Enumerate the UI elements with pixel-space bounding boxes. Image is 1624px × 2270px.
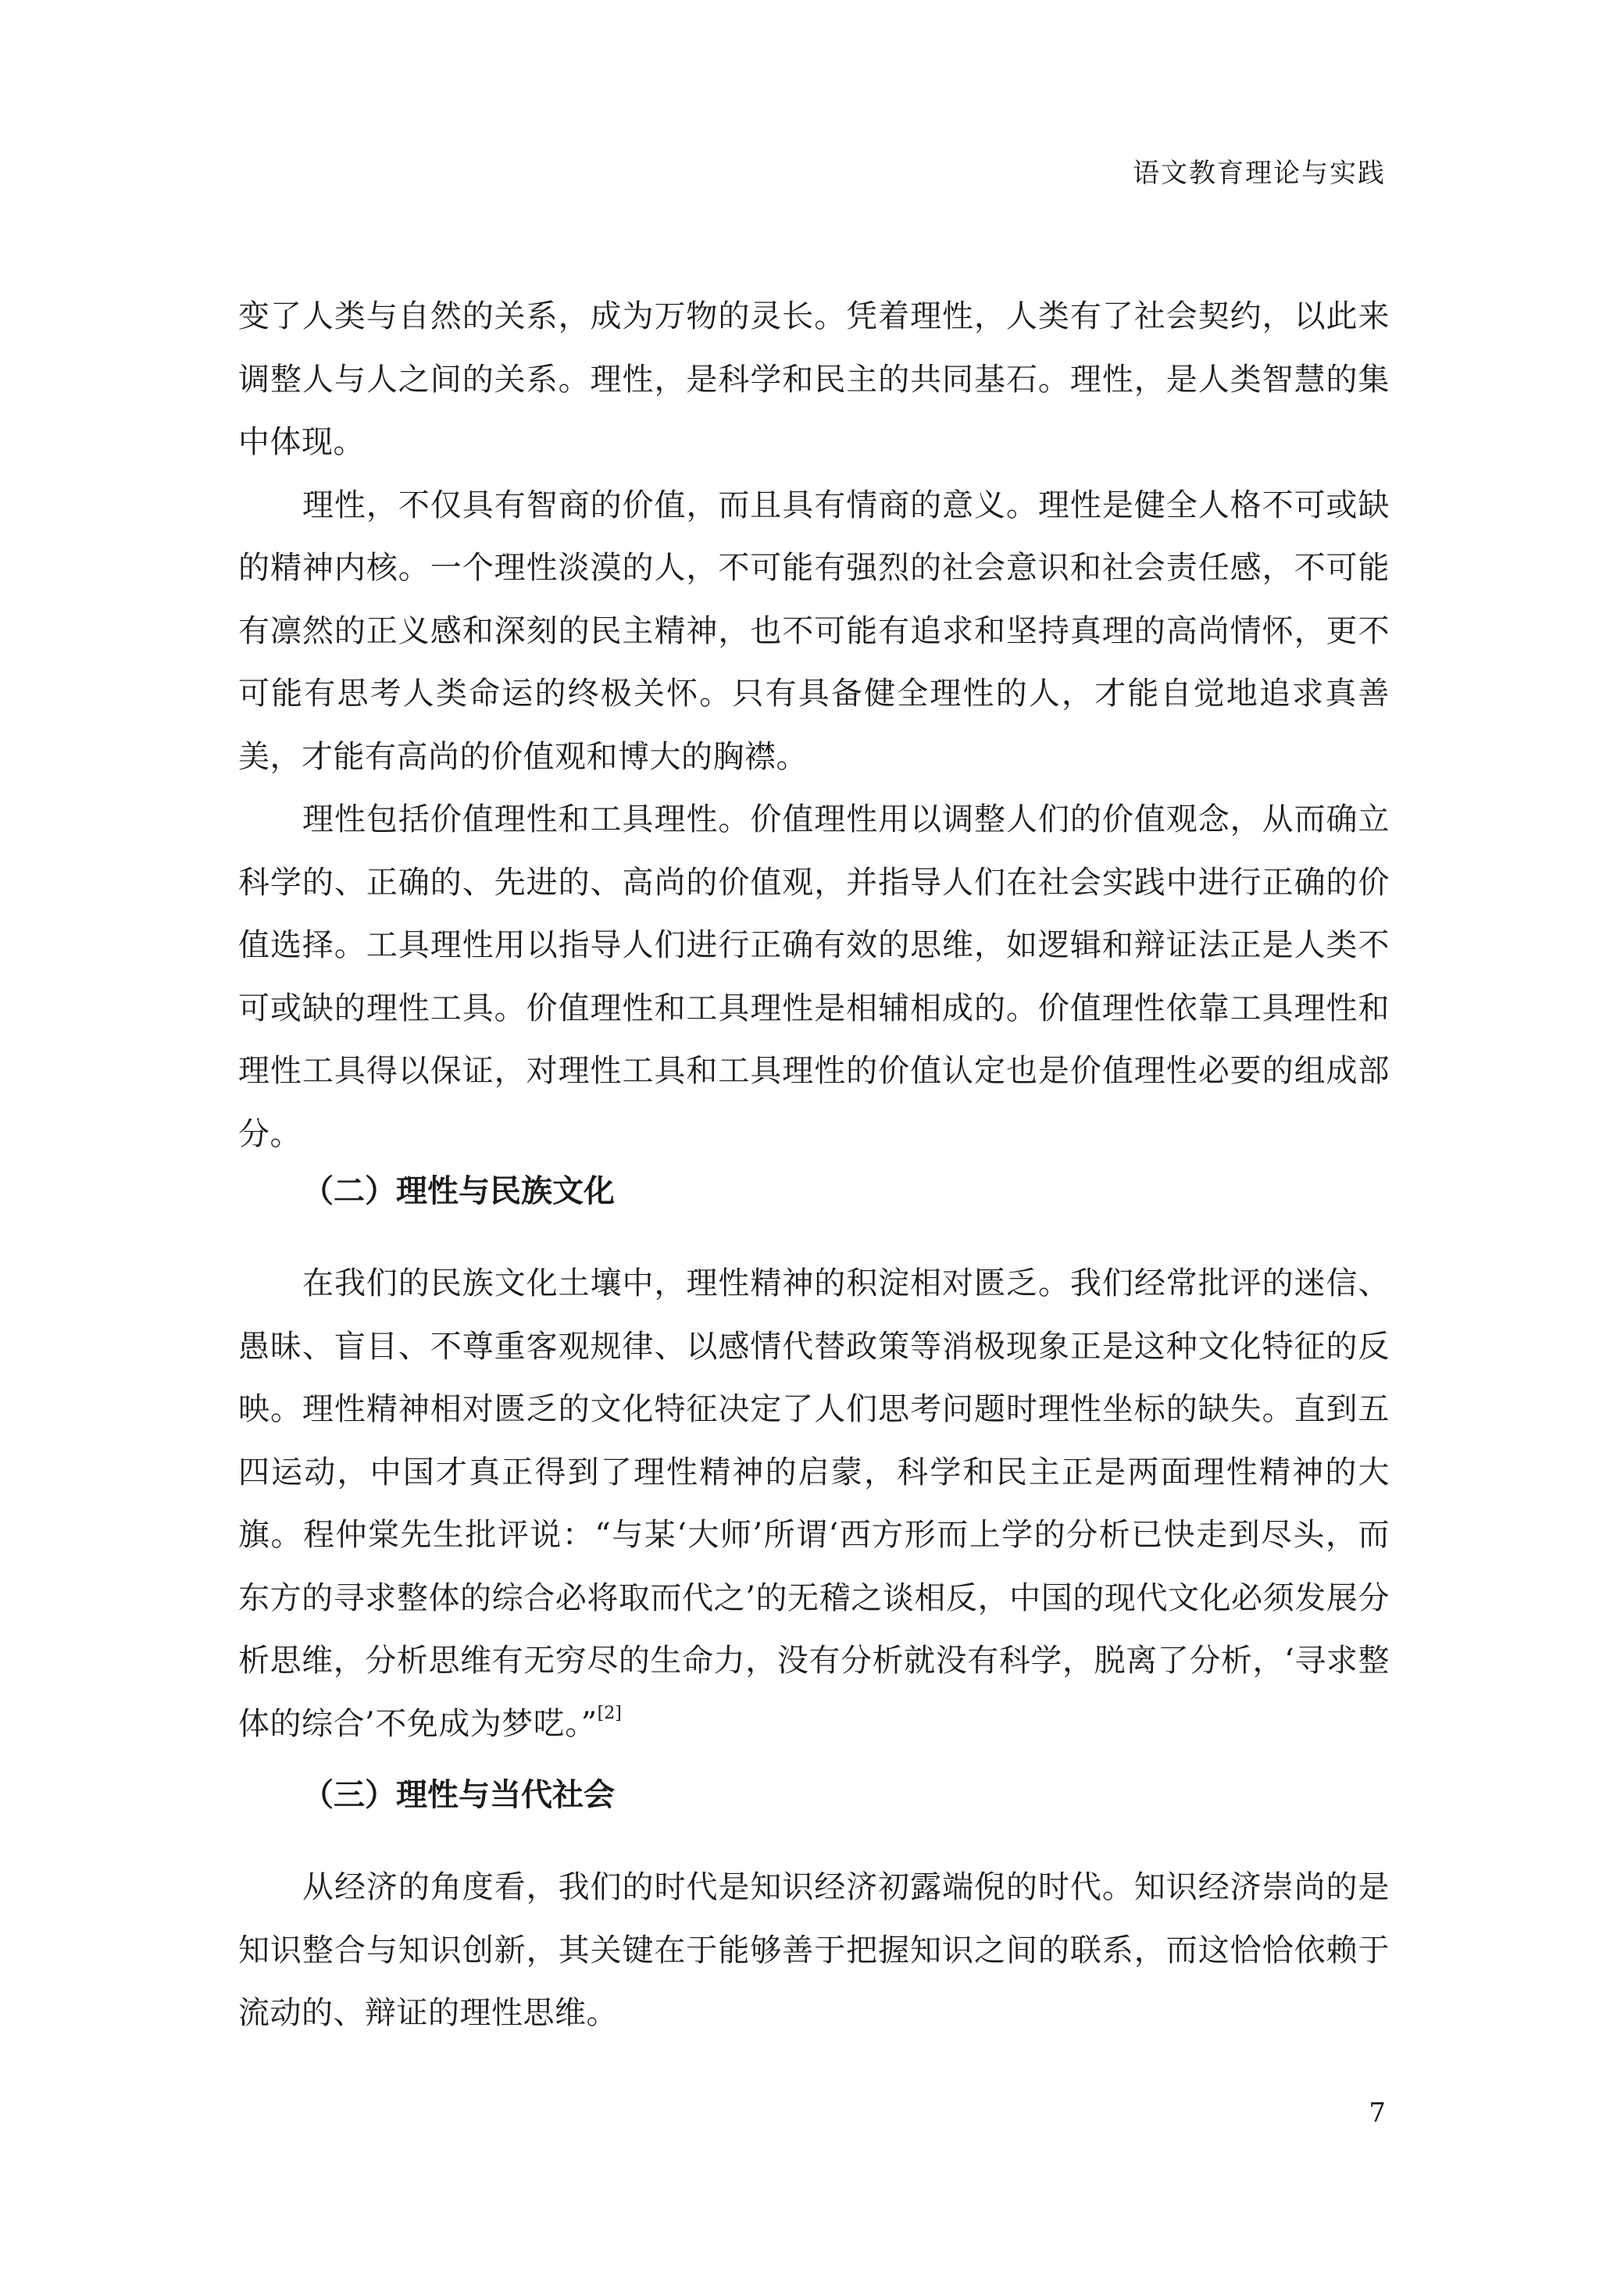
page-number: 7 [1369,2097,1386,2129]
citation-reference: [2] [597,1703,622,1723]
paragraph-value-and-tool-rationality: 理性包括价值理性和工具理性。价值理性用以调整人们的价值观念，从而确立科学的、正确的、先进的、高尚的价值观，并指导人们在社会实践中进行正确的价值选择。工具理性用以指导人们进行正确有效的思维，如逻辑和辩证法正是人类不可或缺的理性工具。价值理性和工具理性是相辅相成的。价值理性依靠工具理性和理性工具得以保证，对理性工具和工具理性的价值认定也是价值理性必要的组成部分。 [238,801,1390,1152]
paragraph-national-culture [238,1252,1390,1755]
running-header: 语文教育理论与实践 [1133,158,1386,189]
body-section-1 [238,285,1390,1165]
paragraph-national-culture-text: 在我们的民族文化土壤中，理性精神的积淀相对匮乏。我们经常批评的迷信、愚昧、盲目、不尊重客观规律、以感情代替政策等消极现象正是这种文化特征的反映。理性精神相对匮乏的文化特征决定了人们思考问题时理性坐标的缺失。直到五四运动，中国才真正得到了理性精神的启蒙，科学和民主正是两面理性精神的大旗。程仲棠先生批评说：“与某‘大师’所谓‘西方形而上学的分析已快走到尽头，而东方的寻求整体的综合必将取而代之’的无稽之谈相反，中国的现代文化必须发展分析思维，分析思维有无穷尽的生命力，没有分析就没有科学，脱离了分析，‘寻求整体的综合’不免成为梦呓。” [238,1265,1390,1742]
body-section-2 [238,1252,1390,1755]
paragraph-continued: 变了人类与自然的关系，成为万物的灵长。凭着理性，人类有了社会契约，以此来调整人与人之间的关系。理性，是科学和民主的共同基石。理性，是人类智慧的集中体现。 [238,298,1390,460]
paragraph-rationality-value: 理性，不仅具有智商的价值，而且具有情商的意义。理性是健全人格不可或缺的精神内核。一个理性淡漠的人，不可能有强烈的社会意识和社会责任感，不可能有凛然的正义感和深刻的民主精神，也不可能有追求和坚持真理的高尚情怀，更不可能有思考人类命运的终极关怀。只有具备健全理性的人，才能自觉地追求真善美，才能有高尚的价值观和博大的胸襟。 [238,487,1390,775]
body-section-3 [238,1856,1390,2045]
paragraph-knowledge-economy: 从经济的角度看，我们的时代是知识经济初露端倪的时代。知识经济崇尚的是知识整合与知识创新，其关键在于能够善于把握知识之间的联系，而这恰恰依赖于流动的、辩证的理性思维。 [238,1869,1390,2031]
section-heading-2: （二）理性与民族文化 [302,1173,615,1209]
section-heading-3: （三）理性与当代社会 [302,1777,615,1813]
